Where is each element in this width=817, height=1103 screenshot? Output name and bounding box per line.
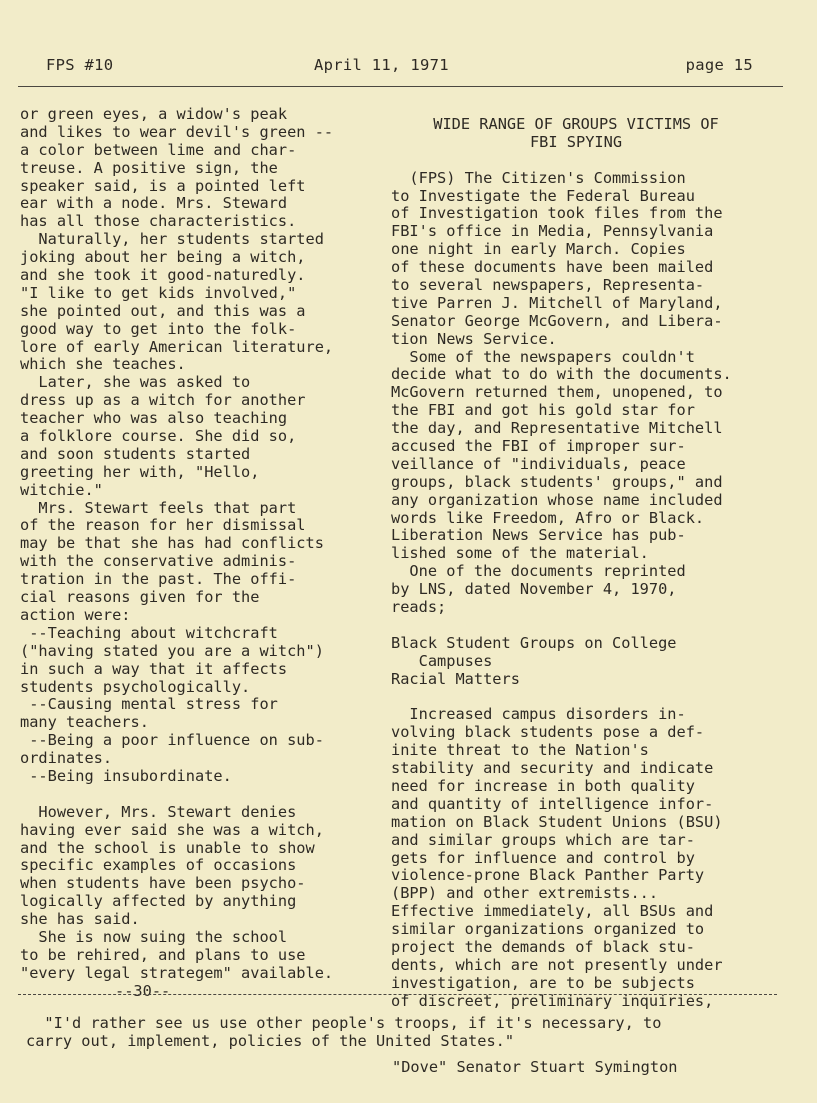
- article-line: Campuses: [391, 651, 493, 670]
- article-line: teacher who was also teaching: [20, 409, 288, 428]
- article-line: joking about her being a witch,: [20, 248, 306, 267]
- quote-line: carry out, implement, policies of the United States.": [26, 1031, 515, 1050]
- article-line: (FPS) The Citizen's Commission: [391, 168, 686, 187]
- page-number: page 15: [685, 56, 753, 74]
- article-line: tive Parren J. Mitchell of Maryland,: [391, 293, 723, 312]
- article-line: inite threat to the Nation's: [391, 741, 649, 760]
- article-line: Liberation News Service has pub-: [391, 526, 686, 545]
- article-line: One of the documents reprinted: [391, 562, 686, 581]
- article-line: Black Student Groups on College: [391, 633, 677, 652]
- article-line: need for increase in both quality: [391, 776, 695, 795]
- article-line: "I like to get kids involved,": [20, 283, 297, 302]
- article-line: to Investigate the Federal Bureau: [391, 186, 695, 205]
- article-line: FBI's office in Media, Pennsylvania: [391, 222, 714, 241]
- right-column-article: [391, 116, 781, 1011]
- article-line: of discreet, preliminary inquiries,: [391, 991, 714, 1010]
- article-line: and soon students started: [20, 444, 251, 463]
- article-line: words like Freedom, Afro or Black.: [391, 508, 705, 527]
- article-line: [391, 689, 781, 707]
- header-rule: [18, 86, 783, 87]
- article-line: to be rehired, and plans to use: [20, 945, 306, 964]
- quote-line: "I'd rather see us use other people's troops, if it's necessary, to: [26, 1014, 662, 1032]
- article-headline: WIDE RANGE OF GROUPS VICTIMS OF: [433, 115, 719, 133]
- article-headline: FBI SPYING: [529, 132, 623, 151]
- article-line: --Teaching about witchcraft: [20, 623, 278, 642]
- article-line: having ever said she was a witch,: [20, 820, 324, 839]
- article-line: Senator George McGovern, and Libera-: [391, 311, 723, 330]
- article-line: action were:: [20, 605, 131, 624]
- article-line: speaker said, is a pointed left: [20, 176, 306, 195]
- article-line: --Being a poor influence on sub-: [20, 731, 324, 750]
- article-line: veillance of "individuals, peace: [391, 454, 686, 473]
- article-line: [20, 786, 380, 804]
- article-line: logically affected by anything: [20, 892, 297, 911]
- article-line: groups, black students' groups," and: [391, 472, 723, 491]
- article-line: stability and security and indicate: [391, 759, 714, 778]
- article-line: Naturally, her students started: [20, 230, 324, 249]
- article-line: tration in the past. The offi-: [20, 570, 297, 589]
- article-line: mation on Black Student Unions (BSU): [391, 812, 723, 831]
- article-line: and quantity of intelligence infor-: [391, 794, 714, 813]
- article-signoff: --30--: [115, 981, 171, 1000]
- article-line: [391, 152, 781, 170]
- issue-date: April 11, 1971: [314, 56, 449, 74]
- article-line: ordinates.: [20, 749, 113, 768]
- article-line: lished some of the material.: [391, 544, 649, 563]
- article-line: Later, she was asked to: [20, 373, 251, 392]
- left-column-article: [20, 106, 380, 1001]
- article-line: [391, 617, 781, 635]
- article-line: one night in early March. Copies: [391, 240, 686, 259]
- article-line: dents, which are not presently under: [391, 955, 723, 974]
- article-line: Increased campus disorders in-: [391, 705, 686, 724]
- article-line: decide what to do with the documents.: [391, 365, 732, 384]
- article-line: any organization whose name included: [391, 490, 723, 509]
- article-line: lore of early American literature,: [20, 337, 334, 356]
- article-line: She is now suing the school: [20, 927, 288, 946]
- article-line: and she took it good-naturedly.: [20, 266, 306, 285]
- article-line: specific examples of occasions: [20, 856, 297, 875]
- article-line: similar organizations organized to: [391, 920, 705, 939]
- article-line: greeting her with, "Hello,: [20, 462, 260, 481]
- article-line: McGovern returned them, unopened, to: [391, 383, 723, 402]
- article-line: However, Mrs. Stewart denies: [20, 802, 297, 821]
- article-line: a color between lime and char-: [20, 140, 297, 159]
- article-line: of these documents have been mailed: [391, 258, 714, 277]
- article-line: tion News Service.: [391, 329, 557, 348]
- publication-label: FPS #10: [46, 56, 114, 74]
- article-line: gets for influence and control by: [391, 848, 695, 867]
- article-line: accused the FBI of improper sur-: [391, 437, 686, 456]
- article-line: she has said.: [20, 910, 140, 929]
- page-header: [46, 56, 753, 80]
- article-line: volving black students pose a def-: [391, 723, 705, 742]
- article-line: ("having stated you are a witch"): [20, 641, 324, 660]
- article-line: with the conservative adminis-: [20, 552, 297, 571]
- article-line: project the demands of black stu-: [391, 937, 695, 956]
- article-line: has all those characteristics.: [20, 212, 297, 231]
- article-line: "every legal strategem" available.: [20, 963, 334, 982]
- article-line: of Investigation took files from the: [391, 204, 723, 223]
- article-line: witchie.": [20, 480, 103, 499]
- article-line: a folklore course. She did so,: [20, 427, 297, 446]
- article-line: she pointed out, and this was a: [20, 301, 306, 320]
- article-line: Racial Matters: [391, 669, 520, 688]
- article-line: and similar groups which are tar-: [391, 830, 695, 849]
- article-line: many teachers.: [20, 713, 149, 732]
- article-line: --Causing mental stress for: [20, 695, 278, 714]
- article-line: investigation, are to be subjects: [391, 973, 695, 992]
- article-line: treuse. A positive sign, the: [20, 158, 278, 177]
- article-line: and the school is unable to show: [20, 838, 315, 857]
- article-line: --Being insubordinate.: [20, 766, 232, 785]
- article-line: the day, and Representative Mitchell: [391, 419, 723, 438]
- article-line: by LNS, dated November 4, 1970,: [391, 580, 677, 599]
- article-line: or green eyes, a widow's peak: [20, 105, 288, 123]
- closing-quote: [26, 1014, 796, 1050]
- article-line: ear with a node. Mrs. Steward: [20, 194, 288, 213]
- article-line: Mrs. Stewart feels that part: [20, 498, 297, 517]
- article-line: to several newspapers, Representa-: [391, 276, 705, 295]
- article-line: reads;: [391, 598, 447, 617]
- article-line: violence-prone Black Panther Party: [391, 866, 705, 885]
- article-line: when students have been psycho-: [20, 874, 306, 893]
- article-line: cial reasons given for the: [20, 588, 260, 607]
- dashed-divider: [18, 994, 777, 995]
- article-line: dress up as a witch for another: [20, 391, 306, 410]
- article-line: (BPP) and other extremists...: [391, 884, 659, 903]
- quote-attribution: "Dove" Senator Stuart Symington: [392, 1058, 678, 1076]
- article-line: of the reason for her dismissal: [20, 516, 306, 535]
- article-line: Effective immediately, all BSUs and: [391, 902, 714, 921]
- article-line: and likes to wear devil's green --: [20, 122, 334, 141]
- article-line: may be that she has had conflicts: [20, 534, 324, 553]
- article-line: the FBI and got his gold star for: [391, 401, 695, 420]
- article-line: in such a way that it affects: [20, 659, 288, 678]
- article-line: Some of the newspapers couldn't: [391, 347, 695, 366]
- article-line: good way to get into the folk-: [20, 319, 297, 338]
- article-line: students psychologically.: [20, 677, 251, 696]
- article-line: which she teaches.: [20, 355, 186, 374]
